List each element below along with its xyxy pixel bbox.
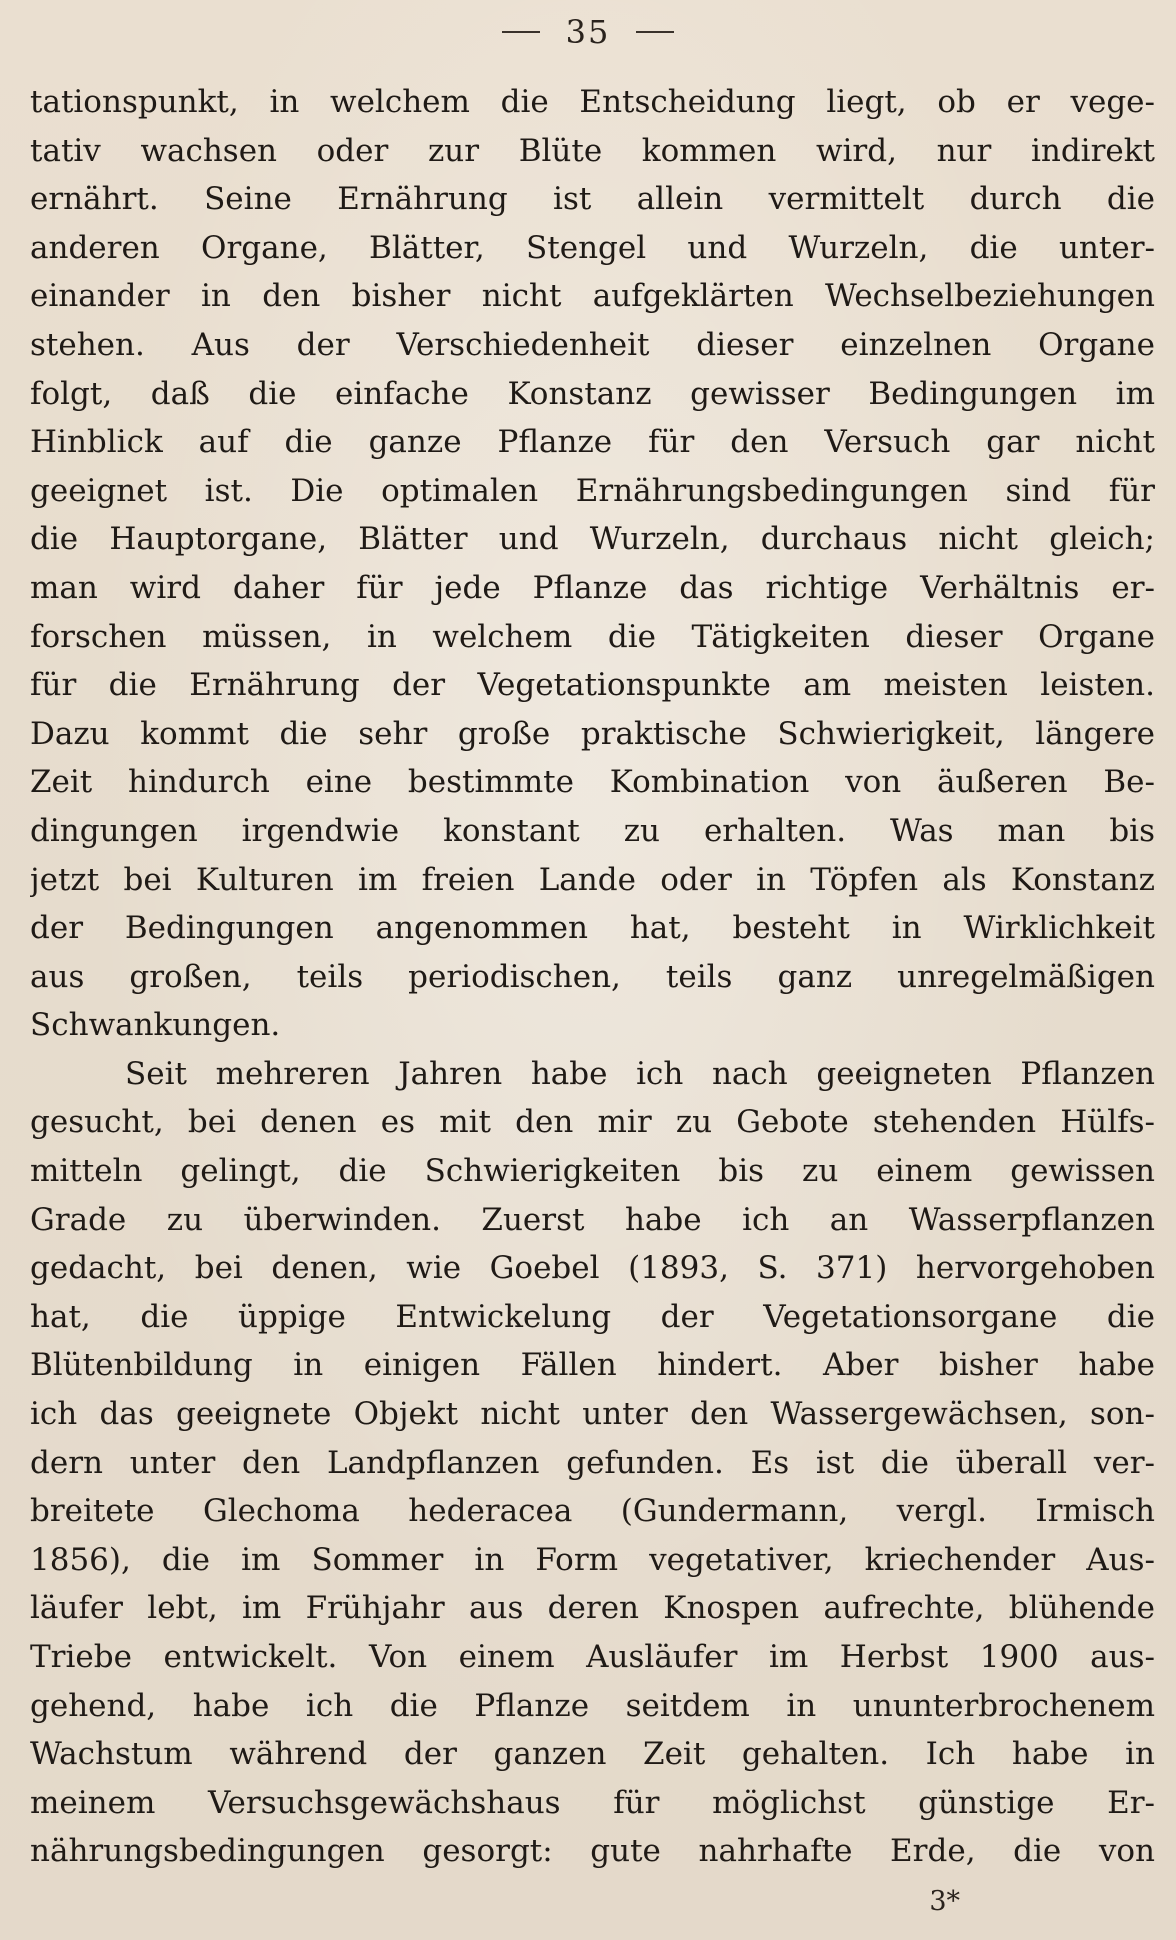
text-line: dingungen irgendwie konstant zu erhalten. Was man bis [30,812,1155,849]
text-line: gedacht, bei denen, wie Goebel (1893, S. 371) hervorgehoben [30,1250,1155,1287]
text-line: tativ wachsen oder zur Blüte kommen wird, nur indirekt [30,132,1155,169]
text-line: ernährt. Seine Ernährung ist allein vermittelt durch die [30,181,1155,218]
page-header [0,10,1176,51]
text-line: tationspunkt, in welchem die Entscheidung liegt, ob er vege- [30,84,1155,120]
body-text [30,78,1155,1876]
text-line: Wachstum während der ganzen Zeit gehalten. Ich habe in [30,1736,1155,1773]
text-line: Grade zu überwinden. Zuerst habe ich an Wasserpflanzen [30,1201,1155,1238]
text-line: 1856), die im Sommer in Form vegetativer, kriechender Aus- [30,1541,1155,1578]
header-dash-left [502,31,540,33]
text-line: man wird daher für jede Pflanze das richtige Verhältnis er- [30,569,1155,606]
text-line: folgt, daß die einfache Konstanz gewisser Bedingungen im [30,375,1155,412]
text-line: der Bedingungen angenommen hat, besteht in Wirklichkeit [30,910,1155,947]
paragraph-start-line: Seit mehreren Jahren habe ich nach geeigneten Pflanzen [125,1055,1155,1092]
text-line: jetzt bei Kulturen im freien Lande oder in Töpfen als Konstanz [30,861,1155,898]
text-line: stehen. Aus der Verschiedenheit dieser einzelnen Organe [30,326,1155,363]
text-line: gehend, habe ich die Pflanze seitdem in ununterbrochenem [30,1687,1155,1724]
text-line: forschen müssen, in welchem die Tätigkeiten dieser Organe [30,618,1155,655]
text-line: gesucht, bei denen es mit den mir zu Gebote stehenden Hülfs- [30,1104,1155,1141]
page-number: 35 [565,12,611,51]
text-line: läufer lebt, im Frühjahr aus deren Knospen aufrechte, blühende [30,1590,1155,1627]
text-line: anderen Organe, Blätter, Stengel und Wurzeln, die unter- [30,229,1155,266]
text-line: für die Ernährung der Vegetationspunkte am meisten leisten. [30,667,1155,704]
text-line: ich das geeignete Objekt nicht unter den Wassergewächsen, son- [30,1396,1155,1433]
text-line: meinem Versuchsgewächshaus für möglichst günstige Er- [30,1784,1155,1821]
text-line: einander in den bisher nicht aufgeklärten Wechselbeziehungen [30,278,1155,315]
text-line: geeignet ist. Die optimalen Ernährungsbedingungen sind für [30,472,1155,509]
text-line: Zeit hindurch eine bestimmte Kombination von äußeren Be- [30,764,1155,801]
text-line: nährungsbedingungen gesorgt: gute nahrhafte Erde, die von [30,1833,1155,1870]
text-line: Blütenbildung in einigen Fällen hindert. Aber bisher habe [30,1347,1155,1384]
header-dash-right [636,31,674,33]
paragraph-end-line: Schwankungen. [30,1007,281,1044]
text-line: Triebe entwickelt. Von einem Ausläufer im Herbst 1900 aus- [30,1639,1155,1675]
text-line: breitete Glechoma hederacea (Gundermann, vergl. Irmisch [30,1493,1155,1530]
text-line: aus großen, teils periodischen, teils ganz unregelmäßigen [30,958,1155,995]
text-line: dern unter den Landpflanzen gefunden. Es ist die überall ver- [30,1444,1155,1481]
text-line: hat, die üppige Entwickelung der Vegetationsorgane die [30,1298,1155,1335]
text-line: Hinblick auf die ganze Pflanze für den Versuch gar nicht [30,424,1155,461]
text-line: die Hauptorgane, Blätter und Wurzeln, durchaus nicht gleich; [30,521,1155,558]
printer-signature-mark: 3* [929,1886,960,1917]
text-line: Dazu kommt die sehr große praktische Schwierigkeit, längere [30,715,1155,752]
text-line: mitteln gelingt, die Schwierigkeiten bis zu einem gewissen [30,1153,1155,1190]
